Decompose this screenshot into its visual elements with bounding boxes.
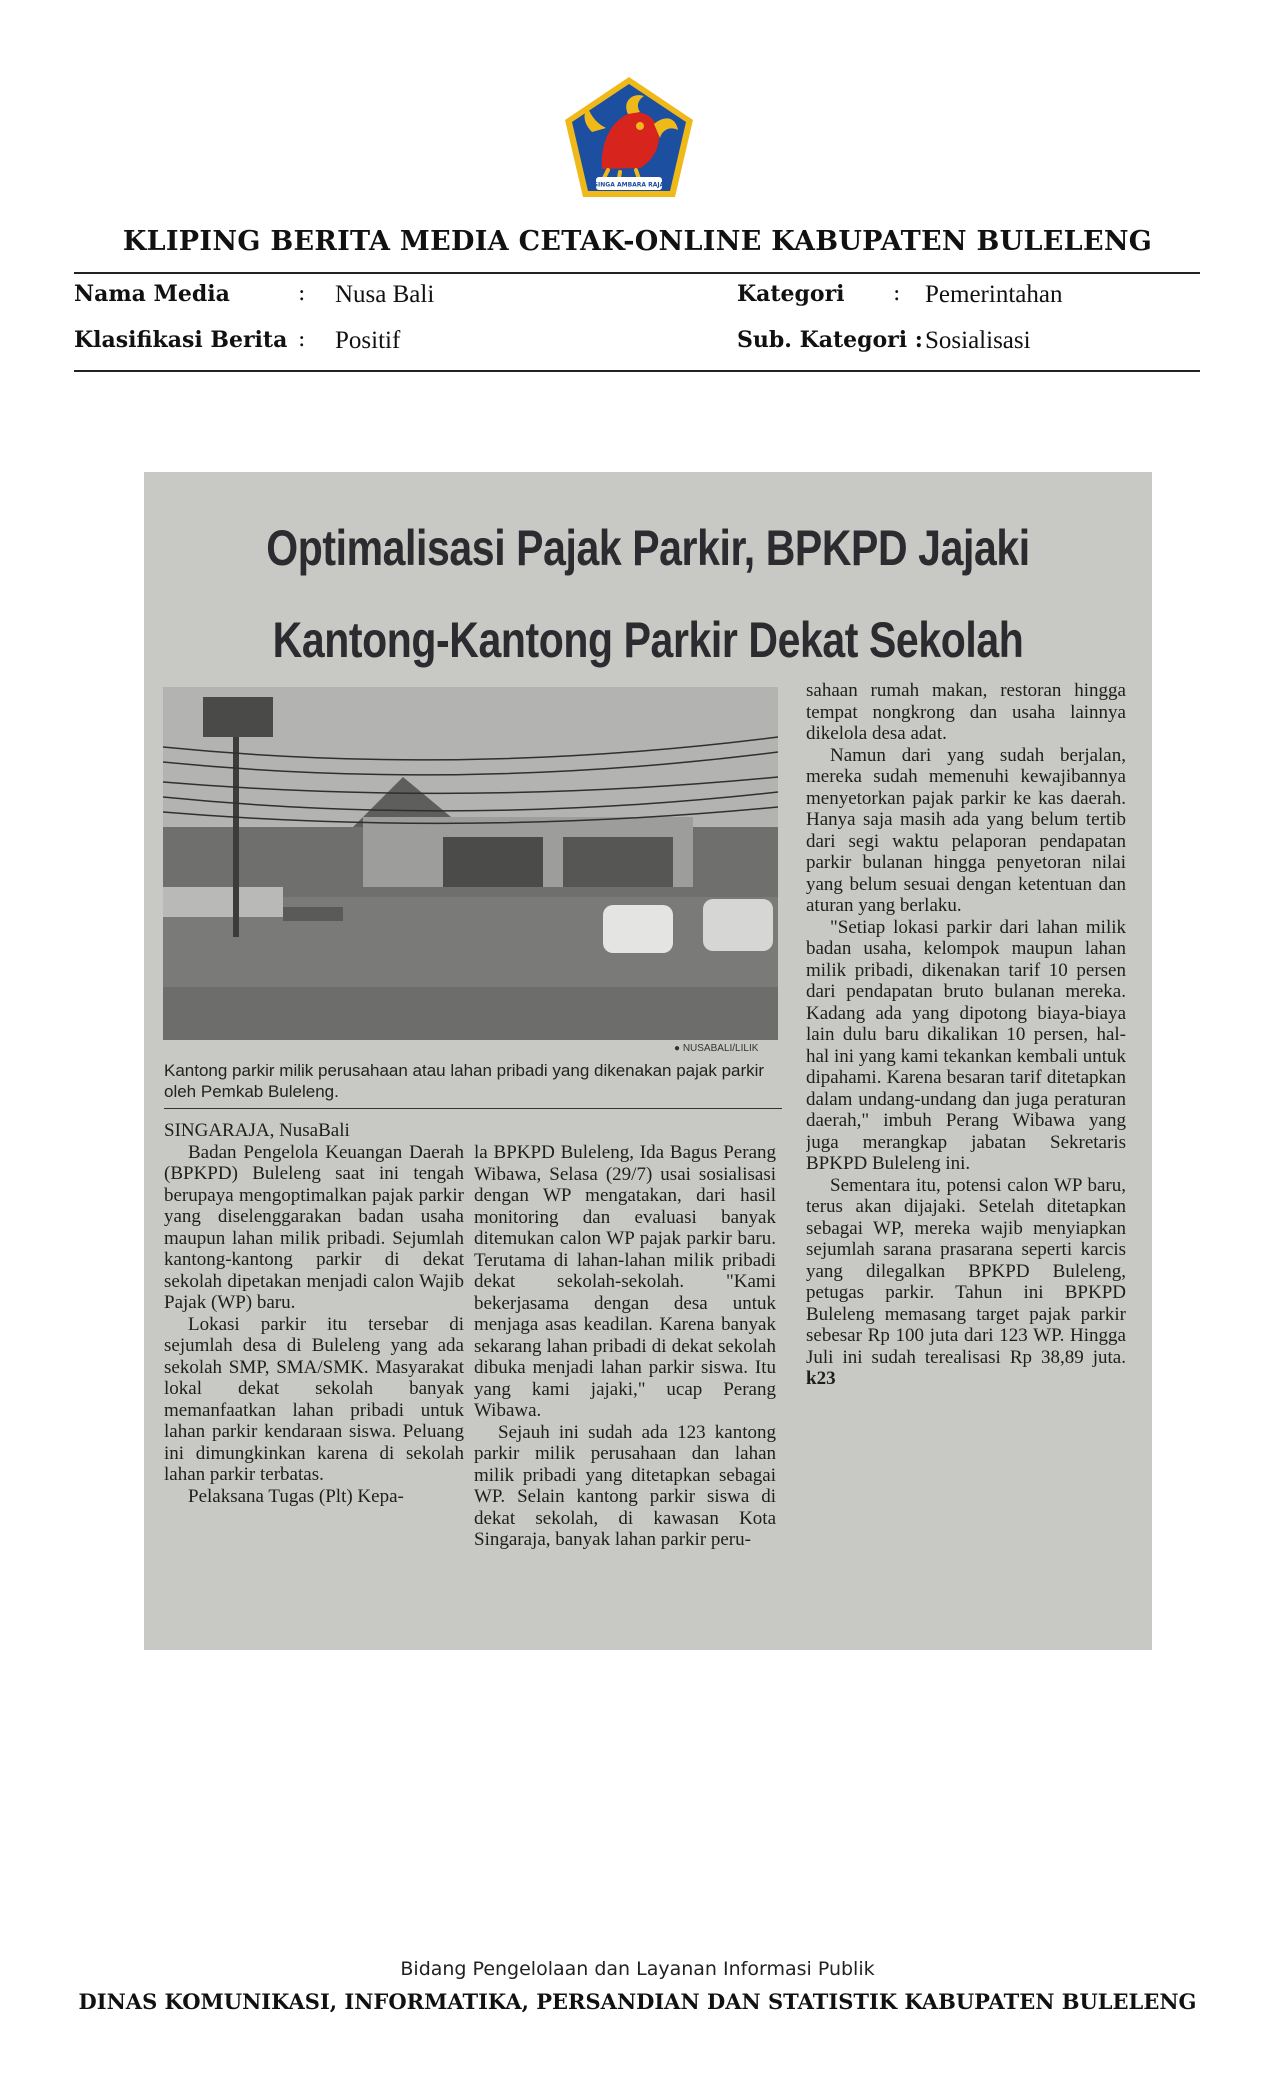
article-paragraph: Sejauh ini sudah ada 123 kantong parkir milik perusahaan dan lahan milik pribadi yang ditetapkan sebagai WP. Selain kantong parkir siswa di dekat sekolah, di kawasan Kota Singaraja, banyak lahan parkir peru- — [474, 1421, 776, 1550]
photo-caption: Kantong parkir milik perusahaan atau lahan pribadi yang dikenakan pajak parkir oleh Pemkab Buleleng. — [164, 1061, 765, 1101]
kategori-colon: : — [893, 281, 901, 306]
article-column-1 — [164, 1120, 464, 1640]
subkategori-label: Sub. Kategori : — [737, 327, 923, 353]
caption-divider — [164, 1108, 782, 1109]
subkategori-value: Sosialisasi — [925, 327, 1031, 354]
article-paragraph — [806, 1175, 1126, 1390]
closing-paragraph-text: Sementara itu, potensi calon WP baru, terus akan dijajaki. Setelah ditetapkan sebagai WP, mereka wajib menyiapkan sejumlah sarana prasarana seperti karcis yang dilegalkan BPKPD Buleleng, petugas parkir. Tahun ini BPKPD Buleleng memasang target pajak parkir sebesar Rp 100 juta dari 123 WP. Hingga Juli ini sudah terealisasi Rp 38,89 juta. — [806, 1174, 1126, 1368]
article-paragraph: Namun dari yang sudah berjalan, mereka sudah memenuhi kewajibannya menyetorkan pajak parkir ke kas daerah. Hanya saja masih ada yang belum tertib dari segi waktu pelaporan pendapatan parkir bulanan hingga penyetoran nilai yang belum sesuai dengan ketentuan dan aturan yang berlaku. — [806, 744, 1126, 916]
article-paragraph: Badan Pengelola Keuangan Daerah (BPKPD) Buleleng saat ini tengah berupaya mengoptimalkan pajak parkir yang diselenggarakan badan usaha maupun lahan milik pribadi. Sejumlah kantong-kantong parkir di dekat sekolah dipetakan menjadi calon Wajib Pajak (WP) baru. — [164, 1141, 464, 1313]
article-paragraph: sahaan rumah makan, restoran hingga tempat nongkrong dan usaha lainnya dikelola desa adat. — [806, 680, 1126, 744]
headline-line-1: Optimalisasi Pajak Parkir, BPKPD Jajaki — [266, 520, 1030, 576]
parking-lot-photo — [163, 687, 778, 1040]
klasifikasi-label: Klasifikasi Berita — [74, 327, 288, 353]
media-label: Nama Media — [74, 281, 230, 307]
newspaper-clipping — [144, 472, 1152, 1650]
media-value: Nusa Bali — [335, 281, 435, 308]
footer-division: Bidang Pengelolaan dan Layanan Informasi Publik — [400, 1958, 875, 1980]
article-paragraph: Pelaksana Tugas (Plt) Kepa- — [188, 1485, 404, 1507]
buleleng-regency-emblem — [562, 74, 696, 200]
header-divider-bottom — [74, 370, 1200, 372]
author-signoff: k23 — [806, 1368, 836, 1389]
article-paragraph: Lokasi parkir itu tersebar di sejumlah desa di Buleleng yang ada sekolah SMP, SMA/SMK. Masyarakat lokal dekat sekolah banyak memanfaatkan lahan pribadi untuk lahan parkir kendaraan siswa. Peluang ini dimungkinkan karena di sekolah lahan parkir terbatas. — [164, 1313, 464, 1485]
media-colon: : — [298, 281, 306, 306]
klasifikasi-value: Positif — [335, 327, 401, 354]
header-divider-top — [74, 272, 1200, 274]
kategori-value: Pemerintahan — [925, 281, 1063, 308]
dateline: SINGARAJA, NusaBali — [164, 1120, 350, 1141]
article-paragraph: la BPKPD Buleleng, Ida Bagus Perang Wibawa, Selasa (29/7) usai sosialisasi dengan WP mengatakan, dari hasil monitoring dan evaluasi banyak ditemukan calon WP pajak parkir baru. Terutama di lahan-lahan milik pribadi dekat sekolah-sekolah. "Kami bekerjasama dengan desa untuk menjaga asas keadilan. Karena banyak sekarang lahan pribadi di dekat sekolah dibuka menjadi lahan parkir siswa. Itu yang kami jajaki," ucap Perang Wibawa. — [474, 1142, 776, 1421]
emblem-motto-text: SINGA AMBARA RAJA — [593, 181, 665, 189]
page-title: KLIPING BERITA MEDIA CETAK-ONLINE KABUPATEN BULELENG — [122, 226, 1153, 257]
footer-agency: DINAS KOMUNIKASI, INFORMATIKA, PERSANDIAN DAN STATISTIK KABUPATEN BULELENG — [78, 1989, 1197, 2014]
article-headline — [235, 502, 1062, 686]
article-column-3 — [806, 680, 1126, 1640]
article-paragraph: "Setiap lokasi parkir dari lahan milik badan usaha, kelompok maupun lahan milik pribadi, dikenakan tarif 10 persen dari pendapatan bruto bulanan mereka. Kadang ada yang dipotong biaya-biaya lain dulu baru dikalikan 10 persen, hal-hal ini yang kami tekankan kembali untuk dipahami. Karena besaran tarif ditetapkan dalam undang-undang dan juga peraturan daerah," imbuh Perang Wibawa yang juga merangkap jabatan Sekretaris BPKPD Buleleng ini. — [806, 916, 1126, 1174]
article-column-2 — [474, 1142, 776, 1642]
klasifikasi-colon: : — [298, 327, 306, 352]
photo-credit: ● NUSABALI/LILIK — [674, 1043, 759, 1054]
kategori-label: Kategori — [737, 281, 845, 307]
headline-line-2: Kantong-Kantong Parkir Dekat Sekolah — [272, 612, 1024, 668]
